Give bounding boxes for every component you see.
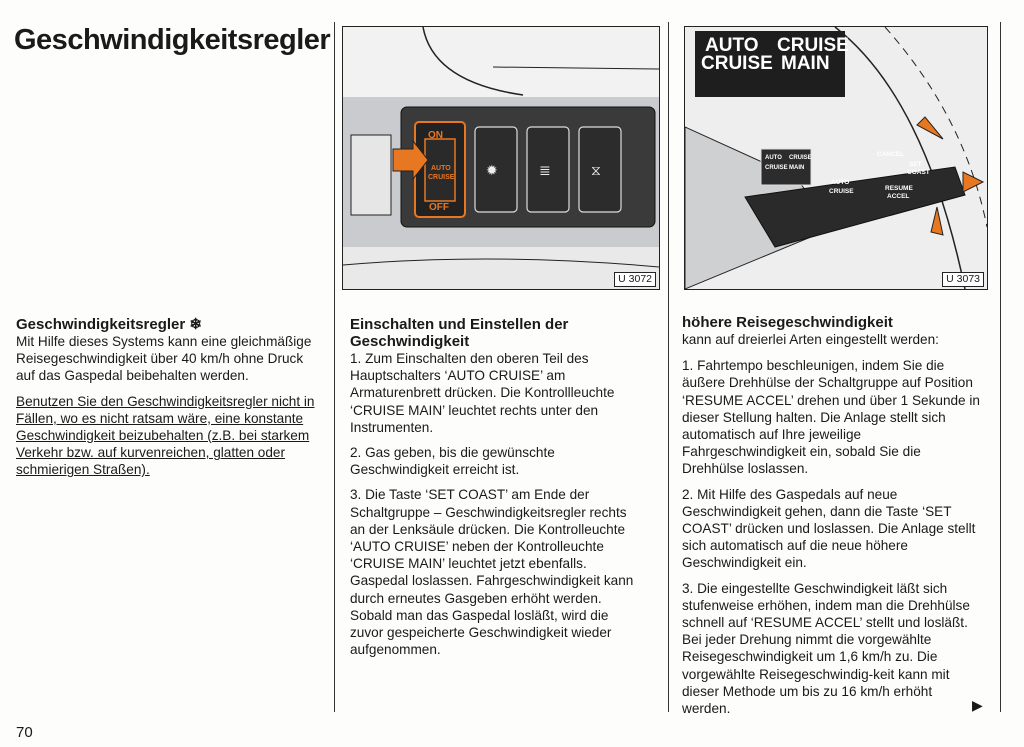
figure-code: U 3073 [942, 272, 984, 287]
paragraph: 1. Fahrtempo beschleunigen, indem Sie die äußere Drehhülse der Schaltgruppe auf Position ‘RESUME ACCEL’ drehen und über 1 Sekunde in dieser Stellung halten. Die Anlage stellt sich automatisch auf Ihre jeweilige Fahrgeschwindigkeit ein, sobald Sie die Drehhülse loslassen. [682, 358, 980, 477]
stalk-label-cruise: CRUISE [829, 188, 854, 195]
indicator-cruise-left: CRUISE [765, 165, 788, 171]
switch-label-cruise: CRUISE [428, 174, 455, 181]
column-activation [350, 316, 642, 666]
paragraph: 2. Mit Hilfe des Gaspedals auf neue Geschwindigkeit gehen, dann die Taste ‘SET COAST’ drücken und loslassen. Die Anlage stellt sich automatisch auf die neue höhere Geschwindigkeit ein. [682, 486, 976, 571]
indicator-main: MAIN [789, 165, 805, 171]
section-heading: Geschwindigkeitsregler ❄ [16, 316, 202, 333]
column-divider-1 [334, 22, 335, 712]
stalk-label-resume: RESUME [885, 185, 913, 192]
switch-label-on: ON [428, 130, 443, 141]
paragraph: 1. Zum Einschalten den oberen Teil des Hauptschalters ‘AUTO CRUISE’ am Armaturenbrett drücken. Die Kontrollleuchte ‘CRUISE MAIN’ leuchtet rechts unter den Instrumenten. [350, 351, 615, 435]
switch-label-off: OFF [429, 202, 449, 213]
paragraph: 3. Die Taste ‘SET COAST’ am Ende der Schaltgruppe – Geschwindigkeitsregler rechts an der Lenksäule drücken. Die Kontrolleuchte ‘AUTO CRUISE’ neben der Kontrolleuchte ‘CRUISE MAIN’ leuchtet jetzt ebenfalls. Gaspedal loslassen. Fahrgeschwindigkeit kann durch erneutes Gasgeben erhöht werden. Sobald man das Gaspedal losläßt, wird die zuvor gespeicherte Geschwindigkeit wieder aufgenommen. [350, 487, 634, 658]
column-intro [16, 316, 318, 487]
indicator-auto: AUTO [765, 155, 782, 161]
paragraph: Mit Hilfe dieses Systems kann eine gleichmäßige Reisegeschwindigkeit über 40 km/h ohne Druck auf das Gaspedal beibehalten werden. [16, 334, 312, 384]
figure-dashboard-switch [342, 26, 660, 290]
section-heading: höhere Reisegeschwindigkeit [682, 314, 893, 331]
headlight-icon: ≣ [539, 162, 551, 178]
stalk-label-coast: COAST [907, 169, 930, 176]
display-main: MAIN [781, 53, 830, 74]
brightness-icon: ✹ [486, 162, 498, 178]
section-heading: Einschalten und Einstellen der Geschwindigkeit [350, 316, 569, 350]
paragraph: kann auf dreierlei Arten eingestellt werden: [682, 332, 939, 347]
page-number: 70 [16, 724, 33, 741]
display-auto: AUTO [705, 35, 759, 56]
continue-arrow-icon: ▶ [972, 697, 983, 713]
indicator-cruise-right: CRUISE [789, 155, 812, 161]
stalk-label-auto: AUTO [831, 179, 850, 186]
stalk-label-accel: ACCEL [887, 193, 910, 200]
switch-label-auto: AUTO [431, 165, 451, 172]
display-cruise-right: CRUISE [777, 35, 849, 56]
figure-cruise-stalk [684, 26, 988, 290]
column-divider-3 [1000, 22, 1001, 712]
warning-paragraph: Benutzen Sie den Geschwindigkeitsregler nicht in Fällen, wo es nicht ratsam wäre, eine konstante Geschwindigkeit beizubehalten (z.B. bei starkem Verkehr bzw. auf kurvenreichen, glatten oder schmierigen Straßen). [16, 393, 315, 478]
column-divider-2 [668, 22, 669, 712]
page-title: Geschwindigkeitsregler [14, 24, 331, 56]
paragraph: 2. Gas geben, bis die gewünschte Geschwindigkeit erreicht ist. [350, 445, 555, 478]
stalk-label-cancel: CANCEL [877, 151, 905, 158]
display-cruise-left: CRUISE [701, 53, 773, 74]
fog-light-icon: ⧖ [591, 162, 601, 178]
stalk-label-set: SET [909, 161, 922, 168]
column-higher-speed [682, 314, 982, 725]
paragraph: 3. Die eingestellte Geschwindigkeit läßt sich stufenweise erhöhen, indem man die Drehhülse schnell auf ‘RESUME ACCEL’ stellt und losläßt. Bei jeder Drehung nimmt die vorgewählte Reisegeschwindigkeit um 1,6 km/h zu. Die vorgewählte Reisegeschwindig-keit kann mit dieser Methode um bis zu 16 km/h erhöht werden. [682, 580, 970, 717]
figure-code: U 3072 [614, 272, 656, 287]
dashboard-switch-illustration [343, 27, 659, 289]
